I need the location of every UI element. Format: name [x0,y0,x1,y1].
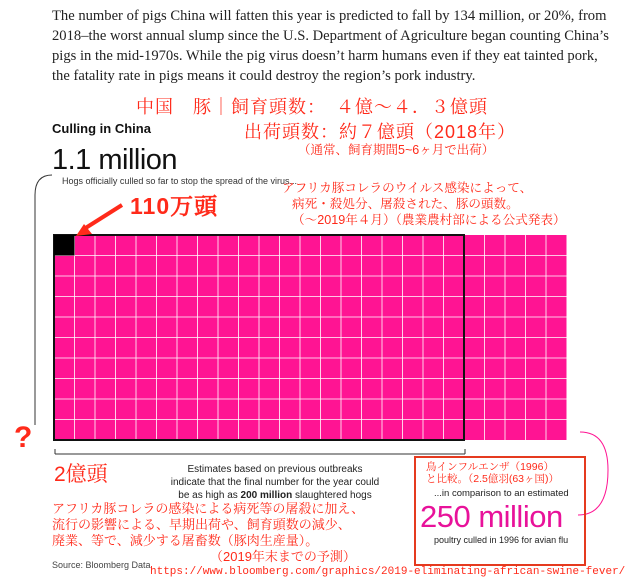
headline-caption: Hogs officially culled so far to stop the spread of the virus... [62,176,297,186]
comparison-subcaption: poultry culled in 1996 for avian flu [434,535,569,545]
bottom-jp-line-4: （2019年末までの予測） [210,549,356,564]
chart-title: Culling in China [52,121,151,136]
comparison-caption: ...in comparison to an estimated [434,488,569,499]
estimate-caption [150,463,400,502]
intro-paragraph: The number of pigs China will fatten this year is predicted to fall by 134 million, or 20%, from 2018–the worst annual slump since the U.S. Department of Agriculture began counting China’s pigs in the mid-1970s. While the pig virus doesn’t harm humans even if they eat tainted pork, the fatality rate in pigs means it could destroy the region’s pork industry. [52,8,609,84]
avian-jp-line-1: 鳥インフルエンザ（1996） [426,461,554,473]
culled-jp-label: 110万頭 [130,193,219,219]
estimate-caption-line-3: be as high as 200 million slaughtered hogs [178,490,372,501]
culled-arrow-line [84,205,122,229]
comparison-value: 250 million [420,499,563,534]
asf-note-line-3: （〜2019年４月）（農業農村部による公式発表） [292,213,566,227]
headline-value: 1.1 million [52,144,178,176]
bottom-jp-line-3: 廃業、等で、減少する屠畜数（豚肉生産量）。 [52,533,319,548]
avian-jp-note [426,461,559,485]
estimate-caption-line-2: indicate that the final number for the year could [170,477,380,488]
question-mark: ? [14,421,33,454]
estimate-value: 200 million [240,490,293,501]
bottom-jp-note [52,501,364,565]
jp-title-line-2: 出荷頭数：約７億頭（2018年） [244,122,517,142]
culled-unit [54,235,75,256]
grid-layer [54,235,567,440]
asf-note-line-1: アフリカ豚コレラのウイルス感染によって、 [282,181,533,195]
source-url-link[interactable]: https://www.bloomberg.com/graphics/2019-eliminating-african-swine-fever/ [150,566,626,578]
estimate-caption-line-1: Estimates based on previous outbreaks [187,464,363,475]
jp-title-line-1: 中国 豚｜飼育頭数： ４億〜４．３億頭 [136,97,488,117]
headline-connector [35,175,52,425]
source-note: Source: Bloomberg Data [52,560,151,570]
bottom-jp-line-2: 流行の影響による、早期出荷や、飼育頭数の減少、 [52,517,351,532]
bottom-jp-line-1: アフリカ豚コレラの感染による病死等の屠殺に加え、 [52,501,365,516]
jp-title-line-3: （通常、飼育期間5~6ヶ月で出荷） [298,143,495,157]
avian-jp-line-2: と比較。（2.5億羽(63ヶ国)） [426,473,560,485]
asf-note-line-2: 病死・殺処分、屠殺された、豚の頭数。 [292,197,519,211]
estimate-jp-label: 2億頭 [54,463,108,486]
